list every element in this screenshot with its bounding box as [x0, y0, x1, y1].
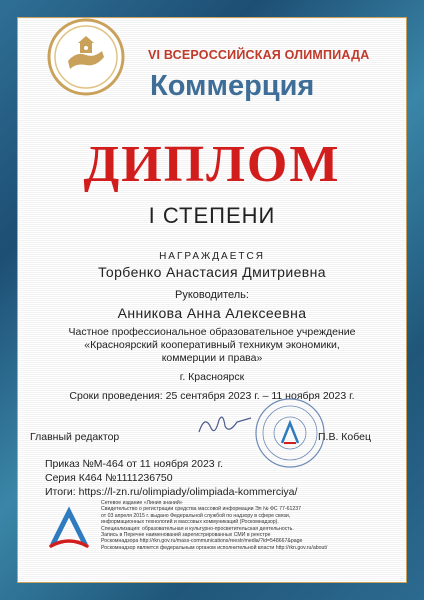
- olympiad-title: VI ВСЕРОССИЙСКАЯ ОЛИМПИАДА: [148, 48, 370, 62]
- editor-label: Главный редактор: [30, 431, 120, 443]
- publisher-info: [101, 500, 381, 551]
- city: г. Красноярск: [179, 371, 245, 383]
- publisher-line: Свидетельство о регистрации средства массовой информации Эл № ФС 77-61237: [101, 506, 302, 513]
- publisher-line: Запись в Перечне наименований зарегистрированных СМИ в реестре: [101, 532, 271, 539]
- recipient-name: Торбенко Анастасия Дмитриевна: [98, 264, 326, 280]
- publisher-line: Специализация: образовательная и культурно-просветительская деятельность.: [101, 525, 294, 532]
- olympiad-emblem-icon: [46, 17, 126, 97]
- leader-name: Анникова Анна Алексеевна: [117, 305, 307, 321]
- order-number: Приказ №М-464 от 11 ноября 2023 г.: [45, 458, 224, 470]
- event-period: Сроки проведения: 25 сентября 2023 г. – 11 ноября 2023 г.: [69, 390, 355, 402]
- series-number: Серия К464 №1111236750: [45, 472, 173, 484]
- results-link[interactable]: Итоги: https://l-zn.ru/olimpiady/olimpiada-kommerciya/: [45, 486, 298, 498]
- publisher-line: от 03 апреля 2015 г. выдано Федеральной службой по надзору в сфере связи,: [101, 512, 291, 519]
- organization-line: коммерции и права»: [161, 352, 263, 364]
- publisher-line: информационных технологий и массовых коммуникаций (Роскомнадзор).: [101, 519, 279, 526]
- order-info: [45, 457, 297, 499]
- publisher-line: Сетевое издание «Линия знаний»: [101, 500, 183, 506]
- editor-name: П.В. Кобец: [318, 431, 372, 443]
- awarded-label: НАГРАЖДАЕТСЯ: [159, 251, 265, 262]
- publisher-line: Роскомнадзора http://rkn.gov.ru/mass-communications/reestr/media/?id=548667&page: [101, 538, 303, 545]
- diploma-title: ДИПЛОМ: [83, 136, 341, 193]
- organization-line: Частное профессиональное образовательное учреждение: [68, 326, 356, 338]
- brand-name: Коммерция: [150, 70, 315, 102]
- publisher-logo-icon: [43, 502, 95, 554]
- signature-icon: [195, 410, 255, 440]
- leader-label: Руководитель:: [175, 289, 249, 301]
- footer: [43, 500, 381, 560]
- diploma-degree: I СТЕПЕНИ: [148, 203, 276, 228]
- publisher-line: Роскомнадзор является федеральным органом исполнительной власти http://rkn.gov.ru/about/: [101, 544, 328, 551]
- organization: [0, 326, 424, 365]
- organization-line: «Красноярский кооперативный техникум экономики,: [84, 339, 340, 351]
